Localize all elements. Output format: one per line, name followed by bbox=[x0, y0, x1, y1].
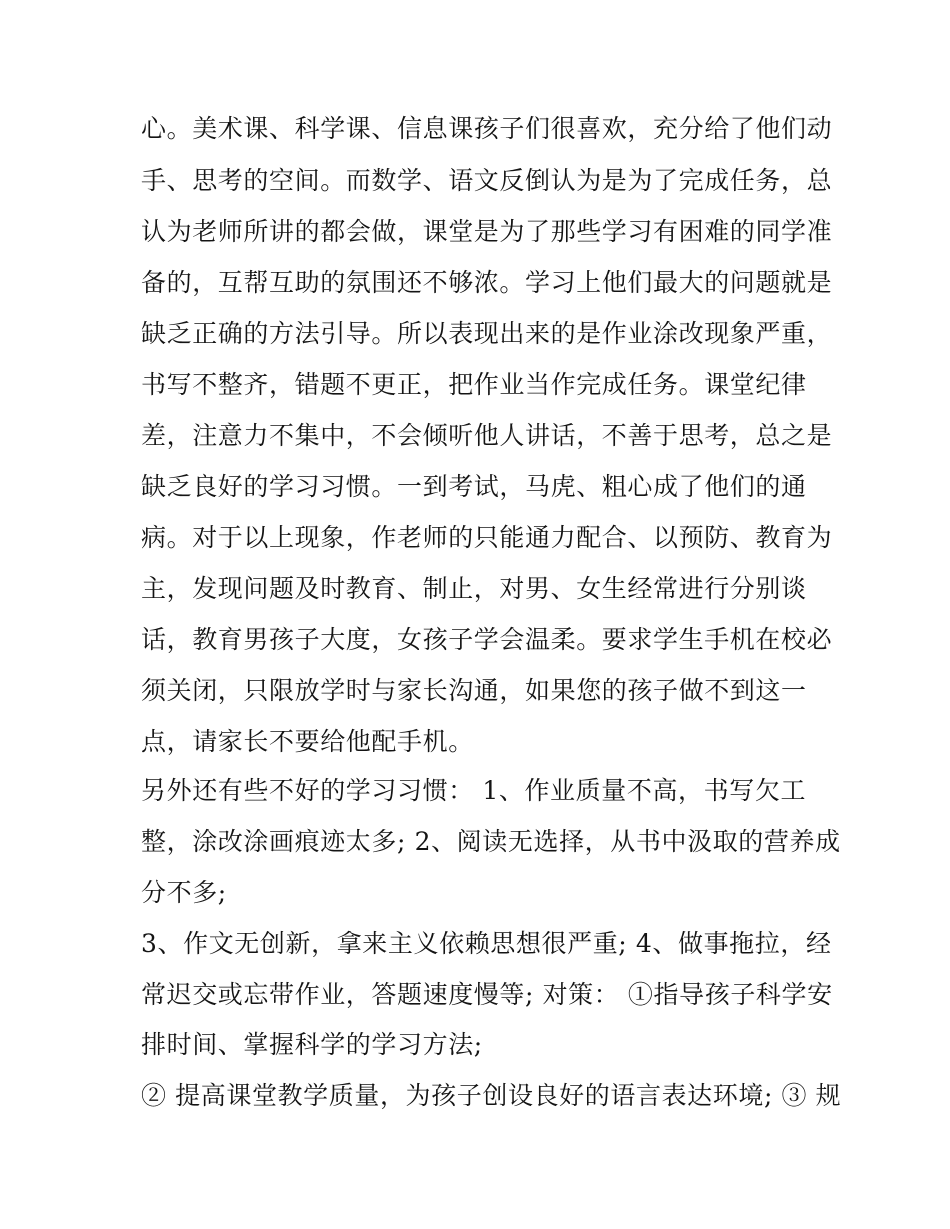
text-line: 话，教育男孩子大度，女孩子学会温柔。要求学生手机在校必 bbox=[141, 625, 833, 654]
text-line: 整，涂改涂画痕迹太多; 2、阅读无选择，从书中汲取的营养成 bbox=[141, 827, 841, 856]
text-line: 缺乏良好的学习习惯。一到考试，马虎、粗心成了他们的通 bbox=[141, 472, 807, 501]
text-line: 认为老师所讲的都会做，课堂是为了那些学习有困难的同学准 bbox=[141, 217, 833, 246]
text-line: 手、思考的空间。而数学、语文反倒认为是为了完成任务，总 bbox=[141, 166, 833, 195]
text-line: 病。对于以上现象，作老师的只能通力配合、以预防、教育为 bbox=[141, 523, 833, 552]
text-line: 3、作文无创新，拿来主义依赖思想很严重; 4、做事拖拉，经 bbox=[141, 929, 832, 958]
text-line: 心。美术课、科学课、信息课孩子们很喜欢，充分给了他们动 bbox=[141, 114, 833, 143]
text-line: 主，发现问题及时教育、制止，对男、女生经常进行分别谈 bbox=[141, 574, 807, 603]
text-line: 备的，互帮互助的氛围还不够浓。学习上他们最大的问题就是 bbox=[141, 268, 833, 297]
text-line: 差，注意力不集中，不会倾听他人讲话，不善于思考，总之是 bbox=[141, 421, 833, 450]
text-line: 常迟交或忘带作业，答题速度慢等; 对策： ①指导孩子科学安 bbox=[141, 980, 833, 1009]
text-line: 缺乏正确的方法引导。所以表现出来的是作业涂改现象严重， bbox=[141, 319, 833, 348]
text-line: ② 提高课堂教学质量，为孩子创设良好的语言表达环境; ③ 规 bbox=[141, 1081, 842, 1110]
text-line: 点，请家长不要给他配手机。 bbox=[141, 727, 474, 756]
text-line: 分不多; bbox=[141, 878, 227, 907]
text-line: 另外还有些不好的学习习惯： 1、作业质量不高，书写欠工 bbox=[141, 776, 807, 805]
text-line: 排时间、掌握科学的学习方法; bbox=[141, 1030, 483, 1059]
text-line: 须关闭，只限放学时与家长沟通，如果您的孩子做不到这一 bbox=[141, 676, 807, 705]
text-line: 书写不整齐，错题不更正，把作业当作完成任务。课堂纪律 bbox=[141, 370, 807, 399]
